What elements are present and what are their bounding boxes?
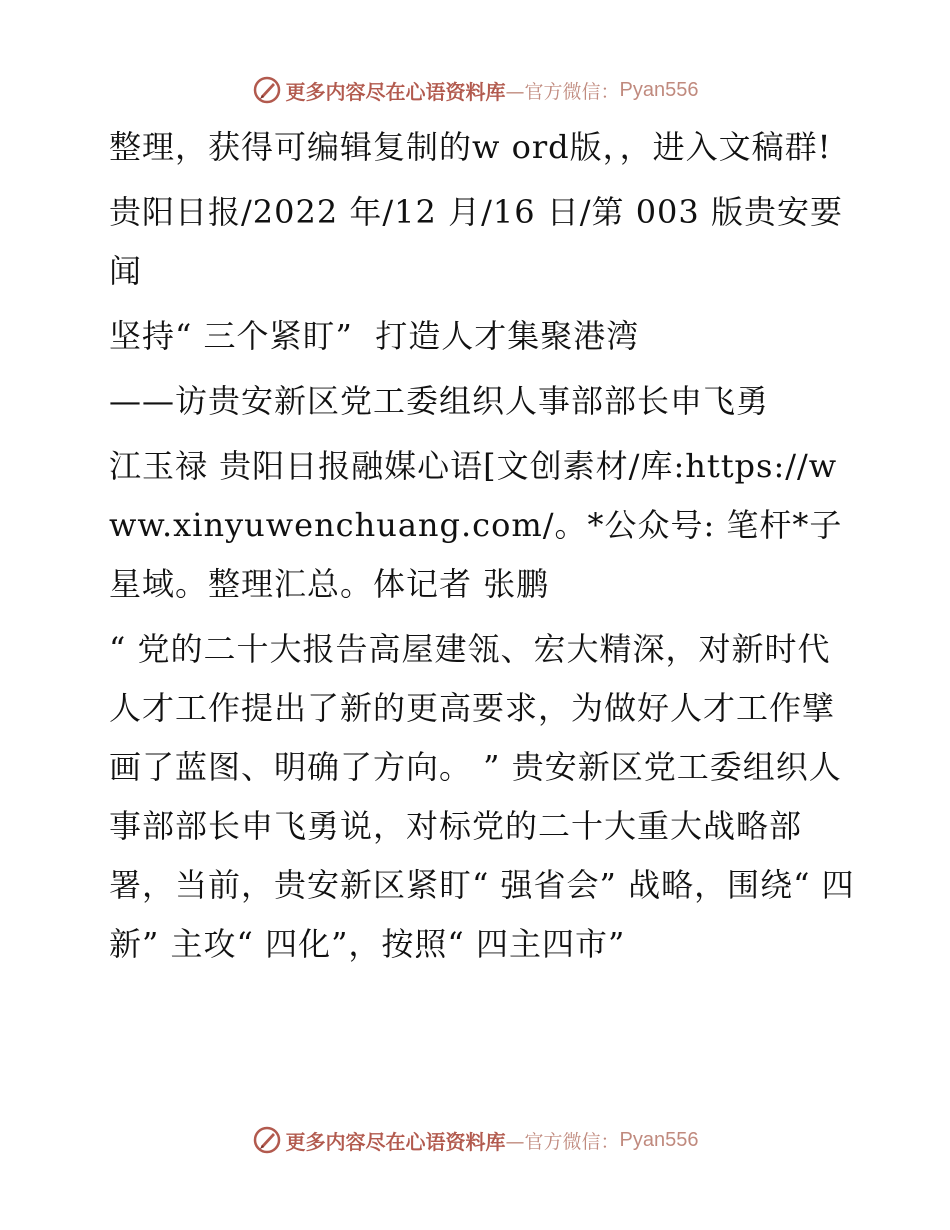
banner-wechat-id: Pyan556 (619, 1128, 699, 1151)
banner-wechat-id: Pyan556 (619, 78, 699, 101)
banner-main-text: 更多内容尽在心语资料库 (285, 1129, 506, 1154)
paragraph-byline: 江玉禄 贵阳日报融媒心语[文创素材/库:https://www.xinyuwenchuang.com/。*公众号: 笔杆*子星域。整理汇总。体记者 张鹏 (109, 447, 843, 603)
paragraph-source: 贵阳日报/2022 年/12 月/16 日/第 003 版贵安要闻 (109, 193, 843, 290)
banner-official-text: —官方微信： (505, 1130, 620, 1153)
header-banner (0, 70, 950, 110)
quill-seal-icon (252, 75, 282, 105)
article-subtitle: ——访贵安新区党工委组织人事部部长申飞勇 (109, 382, 770, 420)
banner-main-text: 更多内容尽在心语资料库 (285, 79, 506, 104)
article-title: 坚持“ 三个紧盯” 打造人才集聚港湾 (109, 317, 640, 355)
footer-banner (0, 1120, 950, 1160)
paragraph-intro: 整理，获得可编辑复制的w ord版，，进入文稿群! (109, 128, 832, 166)
quill-seal-icon (252, 1125, 282, 1155)
document-body (97, 118, 857, 980)
banner-official-text: —官方微信： (505, 80, 620, 103)
paragraph-body: “ 党的二十大报告高屋建瓴、宏大精深，对新时代人才工作提出了新的更高要求，为做好人才工作擘画了蓝图、明确了方向。 ” 贵安新区党工委组织人事部部长申飞勇说，对标党的二十大重大战略部署，当前，贵安新区紧盯“ 强省会” 战略，围绕“ 四新” 主攻“ 四化”，按照“ 四主四市” (109, 630, 855, 963)
